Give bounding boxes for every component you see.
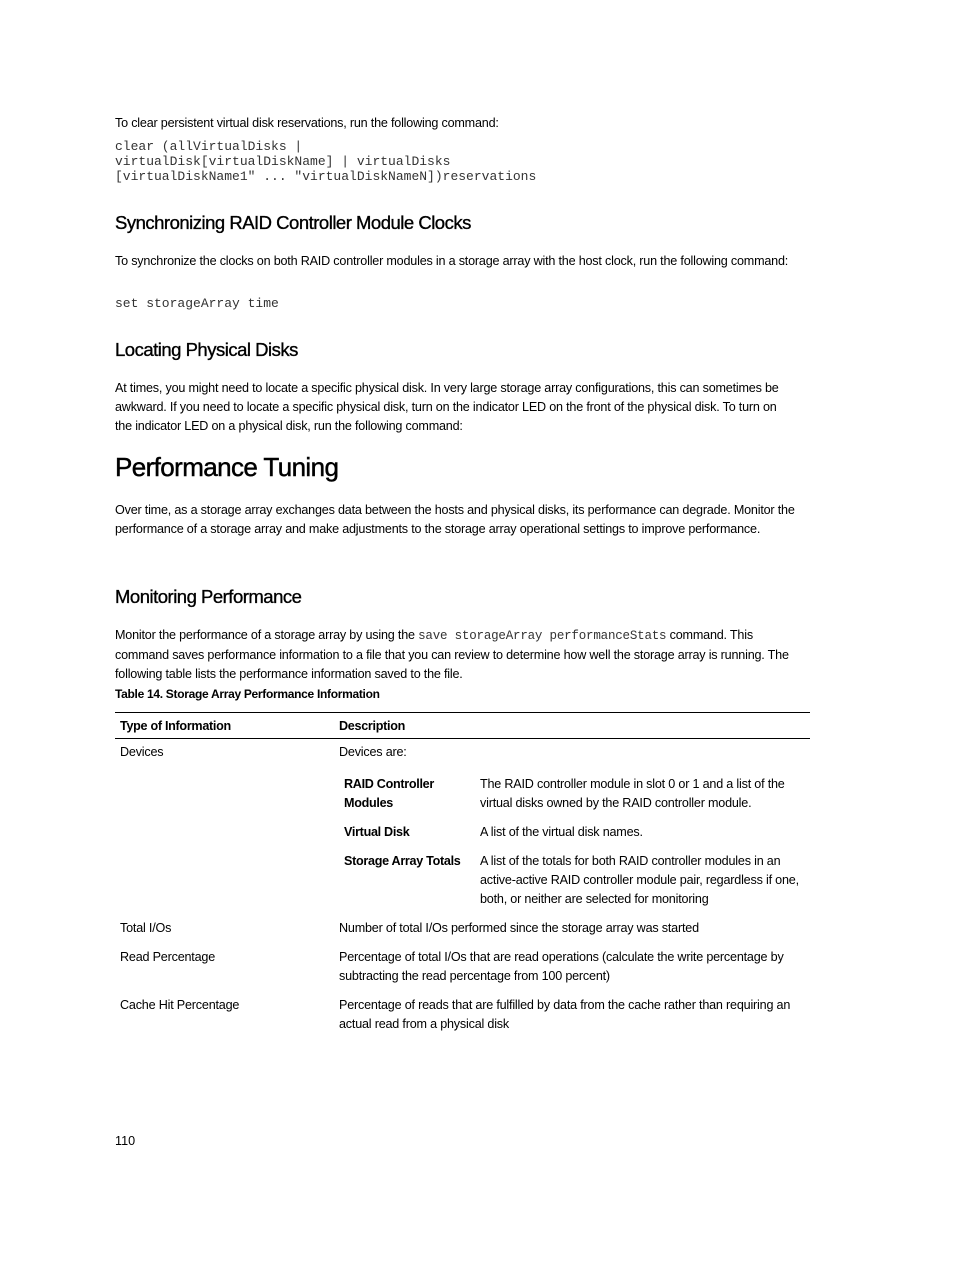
sync-heading: Synchronizing RAID Controller Module Clocks <box>115 212 471 233</box>
devices-subtable <box>339 775 805 919</box>
table-row <box>115 919 810 948</box>
device-term: RAID Controller Modules <box>344 777 434 810</box>
locate-heading: Locating Physical Disks <box>115 339 298 360</box>
device-item <box>339 852 805 919</box>
cell-type: Total I/Os <box>120 921 172 935</box>
device-desc: The RAID controller module in slot 0 or 1 and a list of the virtual disks owned by the RAID controller module. <box>480 777 785 810</box>
table-caption: Table 14. Storage Array Performance Information <box>115 687 380 701</box>
monitoring-text-before: Monitor the performance of a storage array by using the <box>115 628 419 642</box>
cell-description: Percentage of total I/Os that are read operations (calculate the write percentage by subtracting the read percentage from 100 percent) <box>339 950 784 983</box>
device-term: Storage Array Totals <box>344 854 461 868</box>
table-row <box>115 996 810 1034</box>
device-item <box>339 775 805 823</box>
performance-tuning-title: Performance Tuning <box>115 452 339 482</box>
page-number: 110 <box>115 1134 136 1148</box>
performance-stats-command: save storageArray performanceStats <box>418 629 667 643</box>
monitoring-heading: Monitoring Performance <box>115 586 302 607</box>
cell-description: Percentage of reads that are fulfilled by data from the cache rather than requiring an actual read from a physical disk <box>339 998 791 1031</box>
table-header-row <box>115 713 810 739</box>
devices-intro: Devices are: <box>339 745 407 759</box>
device-item <box>339 823 805 852</box>
device-desc: A list of the totals for both RAID controller modules in an active-active RAID controller module pair, regardless if one, both, or neither are selected for monitoring <box>480 854 799 906</box>
sync-text: To synchronize the clocks on both RAID controller modules in a storage array with the host clock, run the following command: <box>115 254 789 268</box>
intro-clear-text: To clear persistent virtual disk reservations, run the following command: <box>115 116 499 130</box>
device-term: Virtual Disk <box>344 825 410 839</box>
device-desc: A list of the virtual disk names. <box>480 825 643 839</box>
column-header-description: Description <box>334 713 810 739</box>
performance-info-table <box>115 712 810 1034</box>
cell-devices-description <box>334 739 810 920</box>
locate-text: At times, you might need to locate a specific physical disk. In very large storage array configurations, this can sometimes be awkward. If you need to locate a specific physical disk, turn on the indicator LED on the front of the physical disk. To turn on the indicator LED on a physical disk, run the following command: <box>115 381 779 433</box>
monitoring-text <box>115 626 805 684</box>
table-row-devices <box>115 739 810 920</box>
column-header-type: Type of Information <box>115 713 334 739</box>
performance-text: Over time, as a storage array exchanges data between the hosts and physical disks, its performance can degrade. Monitor the performance of a storage array and make adjustments to the storage array operational settings to improve performance. <box>115 503 795 536</box>
cell-description: Number of total I/Os performed since the storage array was started <box>339 921 699 935</box>
clear-command-code: clear (allVirtualDisks | virtualDisk[virtualDiskName] | virtualDisks [virtualDiskName1" ... "virtualDiskNameN])reservations <box>115 139 537 184</box>
table-row <box>115 948 810 996</box>
monitoring-text-after: command. This command saves performance information to a file that you can review to determine how well the storage array is running. The following table lists the performance information saved to the file. <box>115 628 789 681</box>
sync-command-code: set storageArray time <box>115 296 279 311</box>
cell-type: Read Percentage <box>120 950 216 964</box>
cell-type: Cache Hit Percentage <box>120 998 240 1012</box>
cell-devices-type: Devices <box>120 745 164 759</box>
